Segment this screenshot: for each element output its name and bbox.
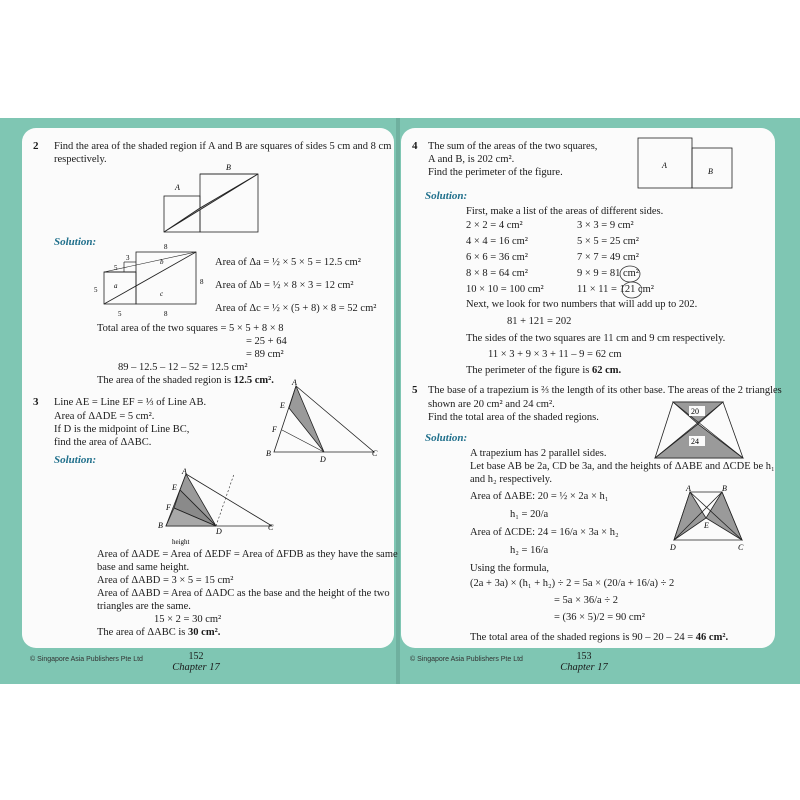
right-chapter: Chapter 17 [560, 662, 608, 673]
q5-answer: The total area of the shaded regions is 90 – 20 – 24 = 46 cm². [470, 632, 729, 643]
q2-sol-label-top8: 8 [164, 243, 168, 251]
q2-sol-label-right8: 8 [200, 278, 204, 286]
q4-line3: Find the perimeter of the figure. [428, 167, 563, 178]
q5-fig-24: 24 [691, 437, 699, 446]
q3-expl4: Area of ΔABD = Area of ΔADC as the base and the height of the two [97, 588, 390, 599]
q4-square-left-3: 8 × 8 = 64 cm² [466, 268, 528, 279]
q5-s10: = 5a × 36/a ÷ 2 [554, 595, 618, 606]
q4-square-left-2: 6 × 6 = 36 cm² [466, 252, 528, 263]
q4-fig-a: A [662, 161, 667, 170]
q2-total-line1: Total area of the two squares = 5 × 5 + 8 × 8 [97, 323, 284, 334]
q2-sol-label-left5b: 5 [94, 286, 98, 294]
q3-line4: find the area of ΔABC. [54, 437, 152, 448]
q4-square-left-4: 10 × 10 = 100 cm² [466, 284, 544, 295]
q3-fig-c: C [372, 449, 378, 458]
q3-expl3: Area of ΔABD = 3 × 5 = 15 cm² [97, 575, 234, 586]
q5-s3: and h₂ respectively. [470, 474, 552, 485]
q4-square-right-3: 9 × 9 = 81 cm² [577, 268, 639, 279]
q4-square-right-4: 11 × 11 = 121 cm² [577, 284, 654, 295]
q2-question-line1: Find the area of the shaded region if A and B are squares of sides 5 cm and 8 cm [54, 141, 392, 152]
q2-sol-label-small3: 3 [126, 254, 130, 262]
q5-s2: Let base AB be 2a, CD be 3a, and the heights of ΔABE and ΔCDE be h₁ [470, 461, 775, 472]
q5-fig-20: 20 [691, 407, 699, 416]
q3-expl2: base and same height. [97, 562, 190, 573]
q5-s11: = (36 × 5)/2 = 90 cm² [554, 612, 645, 623]
q4-answer: The perimeter of the figure is 62 cm. [466, 365, 622, 376]
q2-area-b: Area of Δb = ½ × 8 × 3 = 12 cm² [215, 280, 354, 291]
q3-expl1: Area of ΔADE = Area of ΔEDF = Area of ΔFDB as they have the same [97, 549, 398, 560]
q2-number: 2 [33, 140, 39, 152]
q3-solution-label: Solution: [54, 454, 97, 466]
q4-fig-b: B [708, 167, 713, 176]
q5-s7: h₂ = 16/a [510, 545, 549, 556]
q2-sol-label-bottom5: 5 [118, 310, 122, 318]
q5-sol-e: E [704, 521, 709, 530]
q4-perimeter-calc: 11 × 3 + 9 × 3 + 11 – 9 = 62 cm [488, 349, 622, 360]
q2-calc-line: 89 – 12.5 – 12 – 52 = 12.5 cm² [118, 362, 248, 373]
q4-square-right-0: 3 × 3 = 9 cm² [577, 220, 634, 231]
q3-expl5: triangles are the same. [97, 601, 191, 612]
q3-line2: Area of ΔADE = 5 cm². [54, 411, 155, 422]
q2-fig-label-b: B [226, 163, 231, 172]
right-page-number: 153 [576, 651, 592, 662]
q5-line2: shown are 20 cm² and 24 cm². [428, 399, 555, 410]
q3-sol-a: A [182, 468, 187, 476]
q2-total-line3: = 89 cm² [246, 349, 284, 360]
q5-number: 5 [412, 384, 418, 396]
q5-line1: The base of a trapezium is ⅔ the length of its other base. The areas of the 2 triangles [428, 385, 782, 396]
q2-question-line2: respectively. [54, 154, 107, 165]
q3-expl6: 15 × 2 = 30 cm² [154, 614, 222, 625]
q2-sol-label-c: c [160, 290, 164, 298]
q3-figure [262, 378, 382, 464]
q3-sol-d: D [216, 527, 222, 536]
left-page-number: 152 [188, 651, 204, 662]
q4-next: Next, we look for two numbers that will add up to 202. [466, 299, 698, 310]
q2-sol-label-bottom8: 8 [164, 310, 168, 318]
q3-sol-f: F [166, 503, 171, 512]
q2-answer: The area of the shaded region is 12.5 cm². [97, 375, 274, 386]
q3-sol-e: E [172, 483, 177, 492]
q2-sol-label-a: a [114, 282, 118, 290]
q2-area-a: Area of Δa = ½ × 5 × 5 = 12.5 cm² [215, 257, 361, 268]
q5-s6: Area of ΔCDE: 24 = 16/a × 3a × h₂ [470, 527, 619, 538]
q2-solution-label: Solution: [54, 236, 97, 248]
q3-sol-c: C [268, 523, 274, 532]
q4-square-right-2: 7 × 7 = 49 cm² [577, 252, 639, 263]
q3-fig-a: A [292, 378, 297, 387]
q5-figure [653, 400, 747, 462]
q3-fig-b: B [266, 449, 271, 458]
q3-sol-b: B [158, 521, 163, 530]
q4-sides: The sides of the two squares are 11 cm and 9 cm respectively. [466, 333, 726, 344]
q5-s5: h₁ = 20/a [510, 509, 549, 520]
q4-square-right-1: 5 × 5 = 25 cm² [577, 236, 639, 247]
q4-sum: 81 + 121 = 202 [507, 316, 572, 327]
q2-total-line2: = 25 + 64 [246, 336, 287, 347]
q3-solution-figure [152, 468, 282, 548]
q4-line2: A and B, is 202 cm². [428, 154, 515, 165]
q2-sol-label-left5: 5 [114, 264, 118, 272]
left-copyright: © Singapore Asia Publishers Pte Ltd [30, 656, 143, 663]
q4-number: 4 [412, 140, 418, 152]
book-gutter [396, 118, 400, 684]
q4-square-left-1: 4 × 4 = 16 cm² [466, 236, 528, 247]
q3-fig-d: D [320, 455, 326, 464]
q5-s1: A trapezium has 2 parallel sides. [470, 448, 607, 459]
q5-s9: (2a + 3a) × (h₁ + h₂) ÷ 2 = 5a × (20/a + 16/a) ÷ 2 [470, 578, 675, 589]
right-copyright: © Singapore Asia Publishers Pte Ltd [410, 656, 523, 663]
q2-sol-label-b: b [160, 258, 164, 266]
q3-fig-f: F [272, 425, 277, 434]
q4-circle-marks [618, 263, 642, 303]
q4-square-left-0: 2 × 2 = 4 cm² [466, 220, 523, 231]
q5-s8: Using the formula, [470, 563, 550, 574]
q5-solution-label: Solution: [425, 432, 468, 444]
q5-sol-d: D [670, 543, 676, 552]
q2-area-c: Area of Δc = ½ × (5 + 8) × 8 = 52 cm² [215, 303, 377, 314]
q5-s4: Area of ΔABE: 20 = ½ × 2a × h₁ [470, 491, 609, 502]
left-chapter: Chapter 17 [172, 662, 220, 673]
q4-intro: First, make a list of the areas of different sides. [466, 206, 664, 217]
q2-figure [160, 160, 270, 240]
q3-answer: The area of ΔABC is 30 cm². [97, 627, 221, 638]
q5-sol-a: A [686, 484, 691, 493]
q4-line1: The sum of the areas of the two squares, [428, 141, 598, 152]
q2-fig-label-a: A [175, 183, 180, 192]
q3-line1: Line AE = Line EF = ⅓ of Line AB. [54, 397, 207, 408]
q4-solution-label: Solution: [425, 190, 468, 202]
q5-sol-c: C [738, 543, 744, 552]
q5-solution-figure [670, 484, 760, 552]
q2-solution-figure [86, 242, 211, 324]
q3-line3: If D is the midpoint of Line BC, [54, 424, 190, 435]
q5-line3: Find the total area of the shaded regions. [428, 412, 599, 423]
q5-sol-b: B [722, 484, 727, 493]
q4-figure [636, 136, 736, 192]
q3-fig-e: E [280, 401, 285, 410]
q3-sol-height: height [172, 538, 190, 546]
q3-number: 3 [33, 396, 39, 408]
